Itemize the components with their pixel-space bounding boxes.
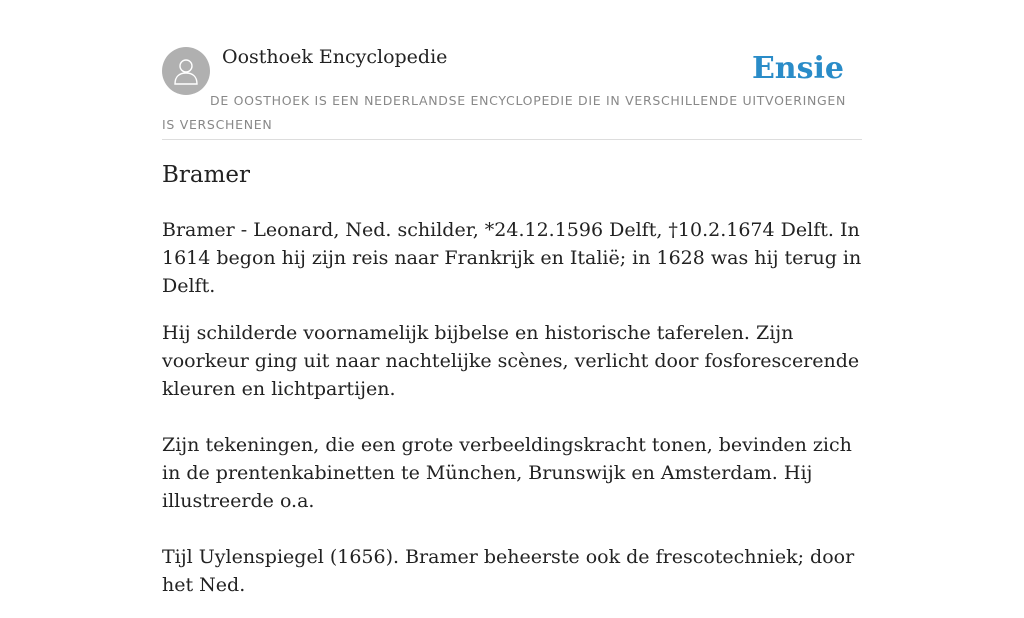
page-container — [162, 0, 862, 596]
article-body — [162, 216, 862, 618]
publication-header — [162, 0, 862, 140]
ensie-logo-link[interactable]: Ensie — [751, 51, 844, 86]
user-silhouette-icon — [171, 56, 201, 86]
article-paragraph: Tijl Uylenspiegel (1656). Bramer beheerste ook de frescotechniek; door het Ned. — [162, 546, 855, 596]
user-avatar-icon[interactable] — [162, 47, 210, 95]
article-paragraph: Hij schilderde voornamelijk bijbelse en historische taferelen. Zijn voorkeur ging uit naar nachtelijke scènes, verlicht door fosforescerende kleuren en lichtpartijen. — [162, 322, 860, 400]
article-paragraph: Bramer - Leonard, Ned. schilder, *24.12.1596 Delft, †10.2.1674 Delft. In 1614 begon hij zijn reis naar Frankrijk en Italië; in 1628 was hij terug in Delft. — [162, 219, 862, 297]
article-paragraph: Zijn tekeningen, die een grote verbeeldingskracht tonen, bevinden zich in de prentenkabinetten te München, Brunswijk en Amsterdam. Hij illustreerde o.a. — [162, 434, 852, 512]
publication-description: DE OOSTHOEK IS EEN NEDERLANDSE ENCYCLOPEDIE DIE IN VERSCHILLENDE UITVOERINGEN IS VERSCHENEN — [162, 93, 847, 132]
publication-name[interactable]: Oosthoek Encyclopedie — [222, 46, 448, 68]
article-title: Bramer — [162, 162, 251, 188]
